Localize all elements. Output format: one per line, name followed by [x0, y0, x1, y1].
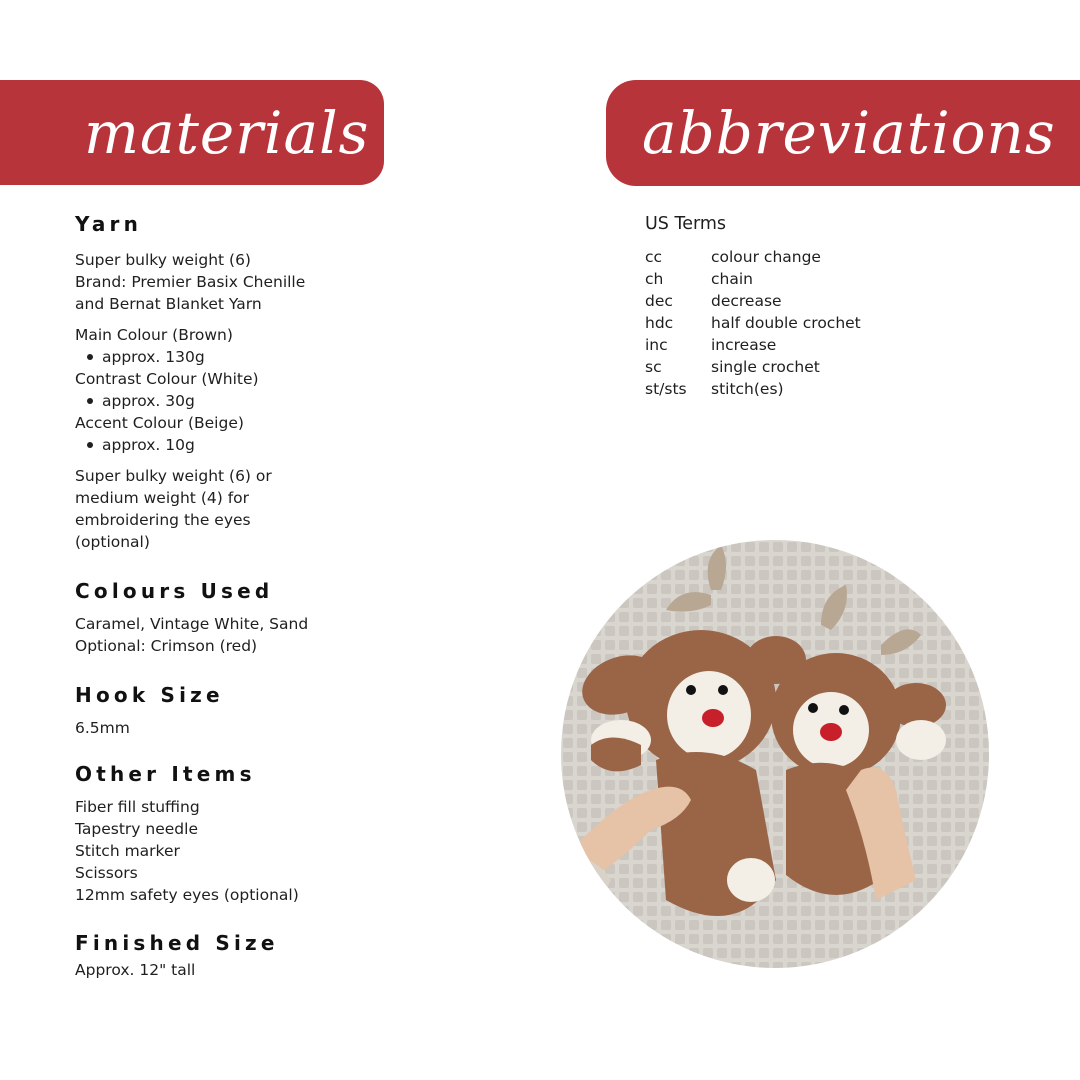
main-colour: Main Colour (Brown): [75, 326, 233, 344]
reindeer-plush-photo: [561, 540, 989, 968]
other-heading: Other Items: [75, 762, 256, 786]
abbr-meaning: stitch(es): [711, 380, 784, 398]
abbr-term: dec: [645, 292, 673, 310]
contrast-colour: Contrast Colour (White): [75, 370, 259, 388]
abbr-meaning: half double crochet: [711, 314, 861, 332]
abbr-term: hdc: [645, 314, 674, 332]
finished-size: Approx. 12" tall: [75, 961, 196, 979]
embroidery-line: embroidering the eyes: [75, 511, 251, 529]
abbreviation-row: [645, 290, 1045, 312]
abbr-term: st/sts: [645, 380, 687, 398]
yarn-brand: Brand: Premier Basix Chenille: [75, 273, 306, 291]
abbr-term: ch: [645, 270, 664, 288]
hook-heading: Hook Size: [75, 683, 224, 707]
reindeer-plush-illustration: [561, 540, 989, 968]
abbr-meaning: chain: [711, 270, 753, 288]
other-item: Scissors: [75, 864, 138, 882]
colours-line: Caramel, Vintage White, Sand: [75, 615, 309, 633]
other-item: 12mm safety eyes (optional): [75, 886, 299, 904]
abbr-meaning: single crochet: [711, 358, 820, 376]
us-terms-label: US Terms: [645, 214, 727, 234]
abbreviation-row: [645, 268, 1045, 290]
embroidery-line: Super bulky weight (6) or: [75, 467, 272, 485]
bullet-dot: [87, 442, 93, 448]
main-amount-item: [75, 346, 395, 368]
abbreviations-banner: [606, 80, 1080, 186]
abbr-meaning: increase: [711, 336, 777, 354]
bullet-dot: [87, 354, 93, 360]
yarn-heading: Yarn: [75, 212, 143, 236]
materials-banner: [0, 80, 384, 185]
other-item: Fiber fill stuffing: [75, 798, 200, 816]
abbreviation-row: [645, 334, 1045, 356]
yarn-brand-cont: and Bernat Blanket Yarn: [75, 295, 262, 313]
contrast-amount: approx. 30g: [102, 392, 195, 410]
accent-amount: approx. 10g: [102, 436, 195, 454]
abbr-term: cc: [645, 248, 663, 266]
abbr-term: inc: [645, 336, 668, 354]
abbreviation-row: [645, 378, 1045, 400]
accent-colour: Accent Colour (Beige): [75, 414, 244, 432]
embroidery-line: medium weight (4) for: [75, 489, 250, 507]
yarn-weight: Super bulky weight (6): [75, 251, 251, 269]
materials-section: [75, 210, 395, 981]
accent-amount-item: [75, 434, 395, 456]
colours-line: Optional: Crimson (red): [75, 637, 258, 655]
colours-heading: Colours Used: [75, 579, 274, 603]
abbr-meaning: colour change: [711, 248, 821, 266]
main-amount: approx. 130g: [102, 348, 205, 366]
abbreviation-row: [645, 246, 1045, 268]
other-item: Stitch marker: [75, 842, 180, 860]
abbreviations-title: abbreviations: [642, 99, 1056, 167]
bullet-dot: [87, 398, 93, 404]
contrast-amount-item: [75, 390, 395, 412]
abbr-meaning: decrease: [711, 292, 782, 310]
finished-heading: Finished Size: [75, 931, 279, 955]
abbreviations-section: [645, 212, 1045, 400]
abbreviation-row: [645, 312, 1045, 334]
hook-size: 6.5mm: [75, 719, 130, 737]
other-item: Tapestry needle: [75, 820, 198, 838]
abbr-term: sc: [645, 358, 662, 376]
abbreviation-row: [645, 356, 1045, 378]
materials-title: materials: [84, 98, 370, 167]
embroidery-line: (optional): [75, 533, 150, 551]
